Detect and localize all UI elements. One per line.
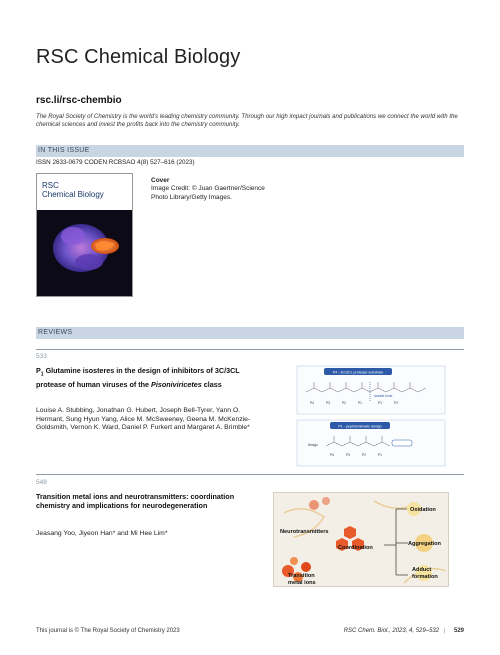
section-header-reviews: REVIEWS xyxy=(36,327,464,339)
cover-caption xyxy=(151,177,271,202)
svg-text:P1: P1 xyxy=(358,401,362,405)
footer-citation: RSC Chem. Biol., 2023, 4, 529–532 | 529 xyxy=(343,628,464,634)
svg-text:P4: P4 xyxy=(310,401,314,405)
section-header-in-this-issue: IN THIS ISSUE xyxy=(36,145,464,157)
svg-text:P4: P4 xyxy=(330,453,334,457)
svg-text:Neurotransmitters: Neurotransmitters xyxy=(280,529,329,535)
svg-text:Design: Design xyxy=(308,443,318,447)
cover-journal-name: RSC Chemical Biology xyxy=(42,181,104,199)
svg-text:P3: P3 xyxy=(346,453,350,457)
article-graphical-abstract[interactable] xyxy=(296,364,446,468)
svg-text:scissile bond: scissile bond xyxy=(374,394,393,398)
svg-text:P1: P1 xyxy=(378,453,382,457)
journal-title: RSC Chemical Biology xyxy=(36,46,241,68)
article-authors: Jeasang Yoo, Jiyeon Han* and Mi Hee Lim* xyxy=(36,530,168,537)
cover-image[interactable] xyxy=(36,173,133,297)
svg-text:Oxidation: Oxidation xyxy=(410,507,436,513)
article-title[interactable]: Transition metal ions and neurotransmitters: coordination chemistry and implications for neurodegeneration xyxy=(36,492,235,511)
svg-text:Aggregation: Aggregation xyxy=(408,541,441,547)
cover-credit: Image Credit: © Juan Gaertner/Science Photo Library/Getty Images. xyxy=(151,185,265,201)
article-page-number: 548 xyxy=(36,479,47,486)
svg-text:P4 - 3C/3CL protease substrate: P4 - 3C/3CL protease substrate xyxy=(332,370,384,375)
cover-label: Cover xyxy=(151,177,170,184)
article-title[interactable]: $P_1$ Glutamine isosteres in the design of inhibitors of 3C/3CL protease of human viruses of the Pisoniviricetes class xyxy=(36,366,240,389)
article-authors: Louise A. Stubbing, Jonathan G. Hubert, Joseph Bell-Tyrer, Yann O. Hermant, Sung Hyun Yang, Alice M. McSweeney, Geena M. McKenzie-Goldsmith, Vernon K. Ward, Daniel P. Furkert and Margaret A. Brimble* xyxy=(36,407,251,432)
neurodegeneration-diagram xyxy=(274,493,450,588)
svg-text:Transition: Transition xyxy=(288,573,315,579)
peptide-diagram xyxy=(296,364,446,468)
article-divider xyxy=(36,474,464,475)
svg-text:Coordination: Coordination xyxy=(338,545,373,551)
journal-url-link[interactable]: rsc.li/rsc-chembio xyxy=(36,95,122,106)
footer-citation-text: RSC Chem. Biol., 2023, 4, 529–532 xyxy=(343,628,440,634)
journal-intro: The Royal Society of Chemistry is the world’s leading chemistry community. Through our high impact journals and publications we connect the world with the chemical sciences and invest the profits back into the chemistry community. xyxy=(36,113,458,129)
svg-text:metal ions: metal ions xyxy=(288,580,316,586)
svg-text:P1 - peptidomimetic design: P1 - peptidomimetic design xyxy=(338,424,382,429)
svg-text:P2: P2 xyxy=(362,453,366,457)
svg-text:P2: P2 xyxy=(342,401,346,405)
svg-text:P1': P1' xyxy=(378,401,383,405)
svg-text:P3: P3 xyxy=(326,401,330,405)
article-graphical-abstract[interactable] xyxy=(273,492,449,587)
svg-text:P2': P2' xyxy=(394,401,399,405)
article-divider xyxy=(36,349,464,350)
footer-copyright: This journal is © The Royal Society of Chemistry 2023 xyxy=(36,628,180,634)
footer-page-number: 529 xyxy=(453,628,464,634)
issn-line: ISSN 2633-0679 CODEN RCBSAO 4(8) 527–616 (2023) xyxy=(36,159,195,166)
svg-text:Adduct: Adduct xyxy=(412,567,432,573)
svg-text:formation: formation xyxy=(412,574,438,580)
article-page-number: 533 xyxy=(36,353,47,360)
